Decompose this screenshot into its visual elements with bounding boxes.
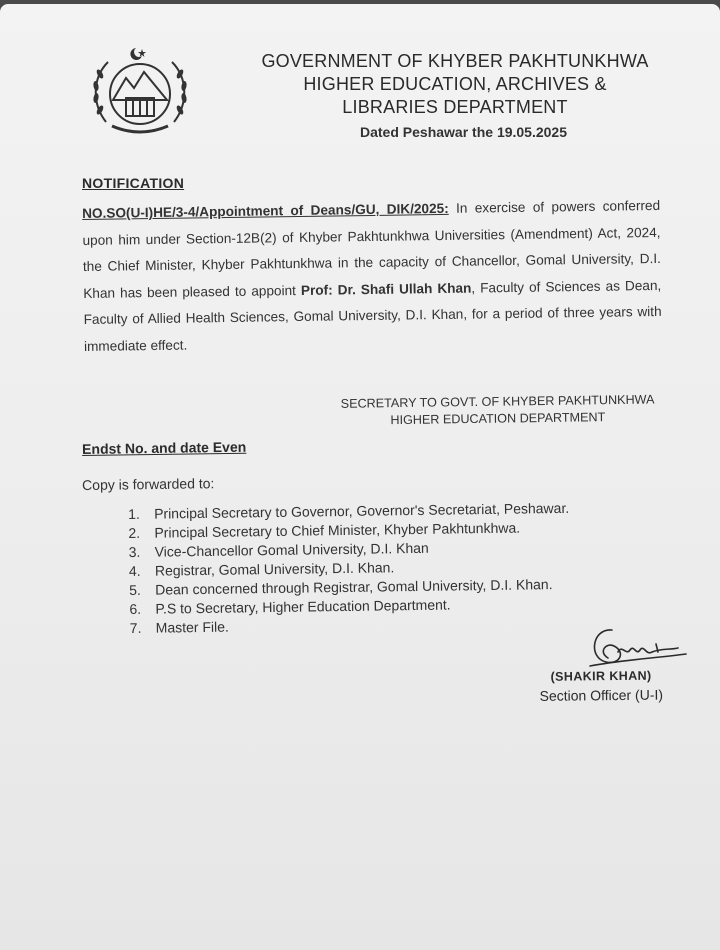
list-item-text: Registrar, Gomal University, D.I. Khan. xyxy=(154,559,395,579)
officer-title: Section Officer (U-I) xyxy=(539,686,664,704)
list-item-text: Master File. xyxy=(155,618,229,636)
notification-text-1: In exercise of powers conferred upon him under Section-12B(2) of Khyber Pakhtunkhwa Universities (Amendment) Act, 2024, the Chief Minister, Khyber Pakhtunkhwa in the capacity of Chancellor, Gomal University, D.I. Khan has been pleased to appoint xyxy=(82,197,661,301)
list-item-text: Principal Secretary to Chief Minister, Khyber Pakhtunkhwa. xyxy=(154,519,521,541)
header-line-1: GOVERNMENT OF KHYBER PAKHTUNKHWA xyxy=(261,51,649,71)
copy-forwarded-label: Copy is forwarded to: xyxy=(82,475,215,493)
list-item-text: Principal Secretary to Governor, Governor's Secretariat, Peshawar. xyxy=(154,499,570,522)
notification-reference: NO.SO(U-I)HE/3-4/Appointment of Deans/GU, DIK/2025: xyxy=(82,200,449,221)
list-item-number: 6. xyxy=(129,600,142,617)
endorsement-title: Endst No. and date Even xyxy=(82,438,247,457)
document-page xyxy=(0,4,720,950)
list-item-text: P.S to Secretary, Higher Education Department. xyxy=(155,596,451,617)
list-item-text: Dean concerned through Registrar, Gomal University, D.I. Khan. xyxy=(155,576,553,598)
header-line-3: LIBRARIES DEPARTMENT xyxy=(342,97,568,117)
list-item-number: 7. xyxy=(129,619,142,636)
list-item-number: 4. xyxy=(128,562,141,579)
secretary-signature-block xyxy=(330,391,665,430)
notification-text-2: , Faculty of Sciences as Dean, Faculty of Allied Health Sciences, Gomal University, D.I. Khan, for a period of three years with immediate effect. xyxy=(83,277,662,354)
notification-title: NOTIFICATION xyxy=(82,175,185,191)
officer-name: (SHAKIR KHAN) xyxy=(550,668,652,684)
appointee-name: Prof: Dr. Shafi Ullah Khan xyxy=(300,280,472,298)
list-item-number: 2. xyxy=(128,524,141,541)
list-item-number: 3. xyxy=(128,543,141,560)
department-header xyxy=(240,50,670,119)
notification-paragraph xyxy=(82,193,662,361)
government-emblem-icon xyxy=(86,42,194,142)
section-officer-block xyxy=(526,668,676,704)
distribution-list xyxy=(128,499,571,638)
secretary-line-2: HIGHER EDUCATION DEPARTMENT xyxy=(390,410,606,428)
list-item-number: 5. xyxy=(129,581,141,598)
secretary-line-1: SECRETARY TO GOVT. OF KHYBER PAKHTUNKHWA xyxy=(340,392,655,411)
list-item-text: Vice-Chancellor Gomal University, D.I. Khan xyxy=(154,539,429,560)
dated-line: Dated Peshawar the 19.05.2025 xyxy=(360,124,568,140)
list-item-number: 1. xyxy=(128,505,140,522)
header-line-2: HIGHER EDUCATION, ARCHIVES & xyxy=(303,74,607,94)
